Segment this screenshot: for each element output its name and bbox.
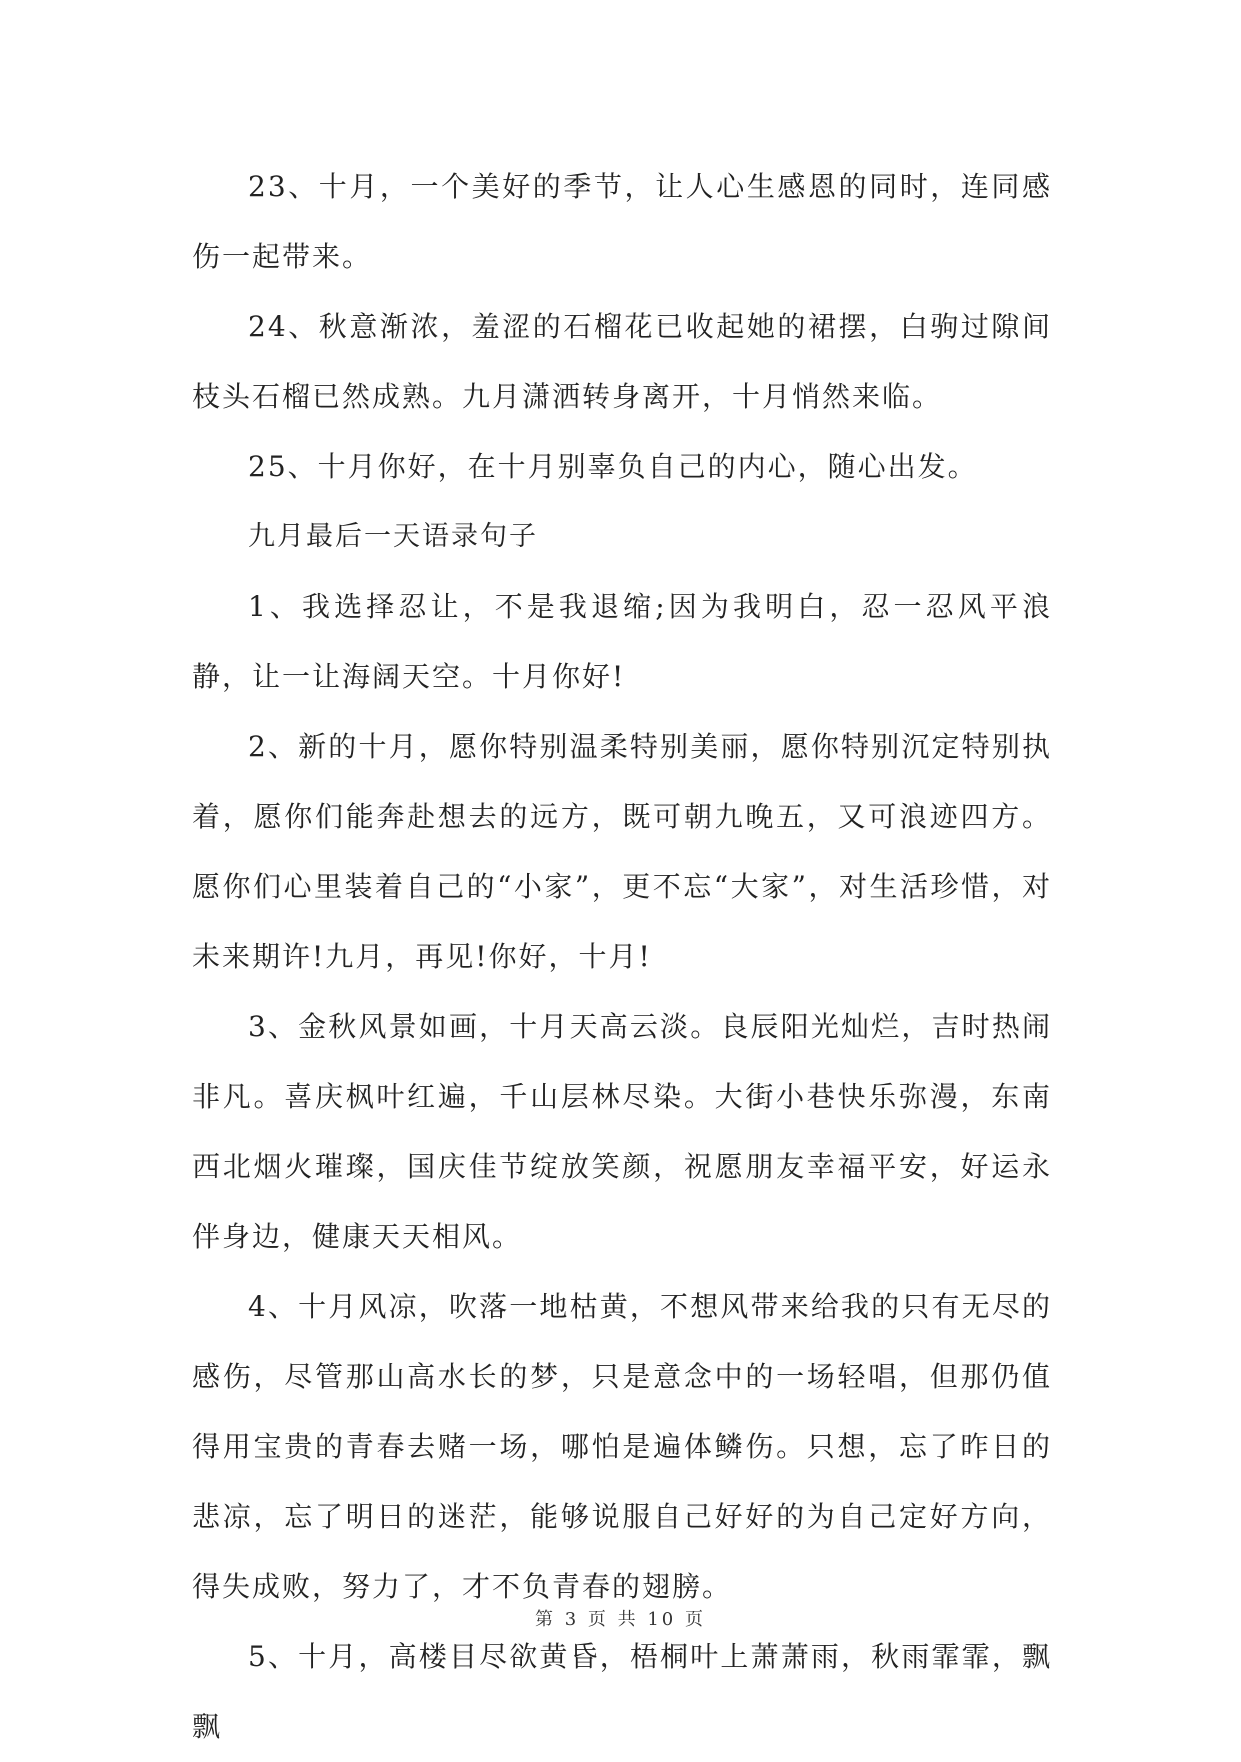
paragraph-24: 24、秋意渐浓，羞涩的石榴花已收起她的裙摆，白驹过隙间枝头石榴已然成熟。九月潇洒转身离开，十月悄然来临。	[192, 310, 1052, 413]
document-body	[192, 152, 1052, 1762]
section-paragraph-2: 2、新的十月，愿你特别温柔特别美丽，愿你特别沉定特别执着，愿你们能奔赴想去的远方，既可朝九晚五，又可浪迹四方。愿你们心里装着自己的“小家”，更不忘“大家”，对生活珍惜，对未来期许!九月，再见!你好，十月!	[192, 730, 1052, 973]
section-paragraph-5: 5、十月，高楼目尽欲黄昏，梧桐叶上萧萧雨，秋雨霏霏，飘飘	[192, 1640, 1052, 1743]
section-title: 九月最后一天语录句子	[248, 521, 538, 552]
paragraph-23: 23、十月，一个美好的季节，让人心生感恩的同时，连同感伤一起带来。	[192, 170, 1052, 273]
section-paragraph-1: 1、我选择忍让，不是我退缩;因为我明白，忍一忍风平浪静，让一让海阔天空。十月你好!	[192, 590, 1052, 693]
section-paragraph-4: 4、十月风凉，吹落一地枯黄，不想风带来给我的只有无尽的感伤，尽管那山高水长的梦，只是意念中的一场轻唱，但那仍值得用宝贵的青春去赌一场，哪怕是遍体鳞伤。只想，忘了昨日的悲凉，忘了明日的迷茫，能够说服自己好好的为自己定好方向，得失成败，努力了，才不负青春的翅膀。	[192, 1290, 1052, 1603]
section-paragraph-3: 3、金秋风景如画，十月天高云淡。良辰阳光灿烂，吉时热闹非凡。喜庆枫叶红遍，千山层林尽染。大街小巷快乐弥漫，东南西北烟火璀璨，国庆佳节绽放笑颜，祝愿朋友幸福平安，好运永伴身边，健康天天相风。	[192, 1010, 1052, 1253]
paragraph-25: 25、十月你好，在十月别辜负自己的内心，随心出发。	[248, 450, 978, 483]
page-footer: 第 3 页 共 10 页	[535, 1609, 706, 1630]
